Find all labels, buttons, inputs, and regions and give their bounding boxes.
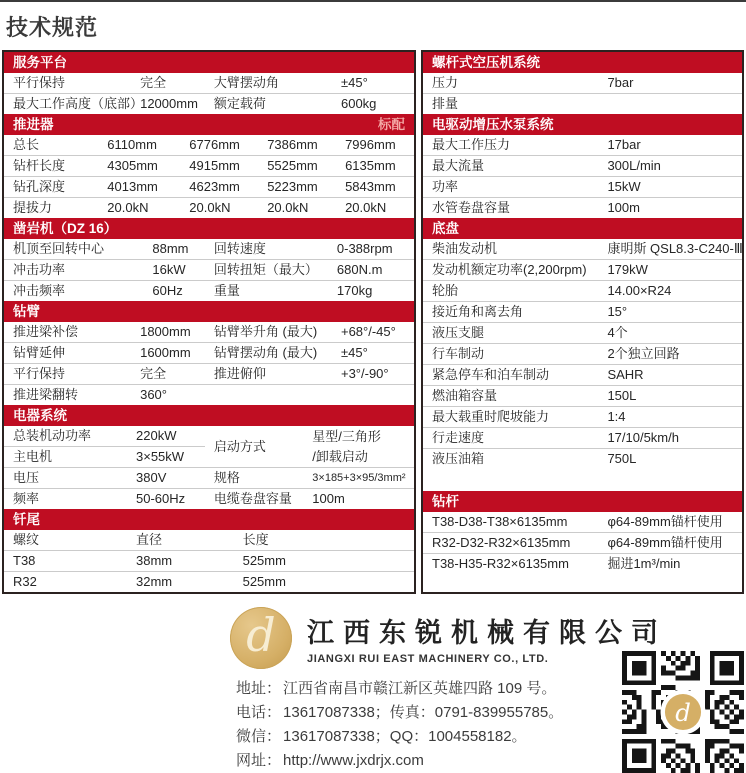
- cell: 启动方式: [213, 438, 266, 454]
- section-title: 钻杆: [432, 493, 459, 509]
- cell: 2个独立回路: [598, 344, 742, 365]
- cell: 最大载重时爬坡能力: [423, 407, 598, 428]
- cell: 5223mm: [258, 177, 336, 198]
- table-row: [423, 344, 742, 365]
- table-row: [4, 530, 414, 551]
- section-feed: [4, 114, 414, 218]
- cell: 长度: [242, 532, 269, 547]
- cell: 钻臂举升角 (最大): [213, 324, 318, 339]
- table-row: [4, 468, 414, 489]
- left-column: [2, 50, 416, 594]
- cell: 15°: [598, 302, 742, 323]
- contact-label: 电话：: [236, 704, 282, 721]
- right-column: [421, 50, 744, 594]
- cell: 直径: [136, 532, 163, 547]
- spacer: [423, 574, 742, 592]
- start-mode-line2: /卸载启动: [312, 448, 368, 464]
- contact-value: 13617087338；QQ：1004558182。: [283, 728, 527, 745]
- cell: [598, 94, 742, 115]
- table-row: [4, 343, 414, 364]
- cell: +3°/-90°: [332, 364, 414, 385]
- company-logo: [230, 607, 292, 669]
- table-row: [4, 551, 414, 572]
- table-row: [423, 323, 742, 344]
- section-chassis: [423, 218, 742, 469]
- table-row: [423, 94, 742, 115]
- cell: 钻杆长度: [4, 156, 98, 177]
- cell: 发动机额定功率(2,200rpm): [423, 260, 598, 281]
- company-name-cn: 江西东锐机械有限公司: [307, 618, 667, 648]
- table-row: [423, 449, 742, 470]
- cell: 100m: [303, 489, 414, 510]
- section-header: [423, 491, 742, 512]
- cell: 3×185+3×95/3mm²: [303, 468, 414, 489]
- cell: 平行保持: [13, 75, 66, 90]
- table-row: [423, 365, 742, 386]
- cell: 钻臂摆动角 (最大): [205, 343, 332, 364]
- table-row: [423, 302, 742, 323]
- cell: 冲击频率: [4, 281, 143, 302]
- cell: 5525mm: [258, 156, 336, 177]
- cell: 额定载荷: [205, 94, 332, 115]
- cell: 4623mm: [180, 177, 258, 198]
- table-row: [423, 532, 742, 553]
- cell: 360°: [131, 385, 205, 406]
- cell: 提拔力: [4, 198, 98, 219]
- cell: 回转扭矩（最大）: [205, 260, 328, 281]
- cell: T38-D38-T38×6135mm: [432, 513, 568, 529]
- section-title: 底盘: [432, 221, 459, 236]
- cell: 柴油发动机: [432, 241, 498, 256]
- cell: ±45°: [340, 75, 368, 90]
- cell: 推进俯仰: [205, 364, 332, 385]
- cell: 最大工作高度（底部）: [4, 94, 131, 115]
- cell: 6110mm: [107, 137, 157, 152]
- table-row: [423, 386, 742, 407]
- cell: 100m: [598, 198, 742, 219]
- contact-value: 江西省南昌市赣江新区英雄四路 109 号。: [283, 680, 557, 697]
- cell: 液压支腿: [423, 323, 598, 344]
- table-row: [423, 156, 742, 177]
- table-row: [4, 156, 414, 177]
- table-row: [423, 73, 742, 94]
- table-row: [423, 281, 742, 302]
- cell: 频率: [4, 489, 127, 510]
- section-header: [4, 218, 414, 239]
- section-header: [423, 218, 742, 239]
- cell: ±45°: [332, 343, 414, 364]
- cell: 规格: [205, 468, 303, 489]
- table-row: [423, 239, 742, 260]
- cell: 32mm: [127, 572, 234, 593]
- cell: 16kW: [143, 260, 205, 281]
- cell: 1800mm: [140, 324, 191, 339]
- cell: 行车制动: [423, 344, 598, 365]
- cell: 20.0kN: [336, 198, 414, 219]
- section-title: 电驱动增压水泵系统: [432, 117, 554, 132]
- cell: 20.0kN: [98, 198, 180, 219]
- table-row: [4, 94, 414, 115]
- contact-value: http://www.jxdrjx.com: [283, 752, 424, 769]
- table-row: [4, 73, 414, 94]
- section-electrical: [4, 405, 414, 509]
- section-water-pump: [423, 114, 742, 218]
- cell: 推进梁翻转: [4, 385, 131, 406]
- standard-config-badge: 标配: [378, 117, 405, 132]
- cell: 最大流量: [423, 156, 598, 177]
- table-row: [4, 198, 414, 219]
- cell: 179kW: [598, 260, 742, 281]
- cell: 17bar: [607, 137, 641, 152]
- cell: 接近角和离去角: [423, 302, 598, 323]
- table-row: [423, 512, 742, 533]
- cell: 15kW: [598, 177, 742, 198]
- cell: 钻臂延伸: [4, 343, 131, 364]
- cell: φ64-89mm锚杆使用: [607, 513, 723, 529]
- cell: 5843mm: [336, 177, 414, 198]
- cell: T38-H35-R32×6135mm: [423, 553, 598, 574]
- table-row: [423, 428, 742, 449]
- cell: 液压油箱: [423, 449, 598, 470]
- table-row: [4, 135, 414, 156]
- cell: 12000mm: [131, 94, 205, 115]
- logo-d-letter: d: [246, 608, 276, 662]
- cell: φ64-89mm锚杆使用: [598, 532, 742, 553]
- cell: 完全: [140, 75, 167, 90]
- cell: 750L: [598, 449, 742, 470]
- section-title: 钻臂: [13, 304, 40, 319]
- cell: 0-388rpm: [336, 241, 393, 256]
- cell: 4915mm: [180, 156, 258, 177]
- section-header: [423, 52, 742, 73]
- cell: 7996mm: [345, 137, 396, 152]
- section-header: [423, 114, 742, 135]
- cell: 300L/min: [598, 156, 742, 177]
- cell: 大臂摆动角: [213, 75, 279, 90]
- start-mode-line1: 星型/三角形: [312, 428, 381, 444]
- section-drill-rod: [423, 491, 742, 574]
- cell: 主电机: [4, 447, 127, 468]
- table-row: [4, 489, 414, 510]
- section-header: [4, 301, 414, 322]
- table-row: [4, 385, 414, 406]
- cell: [332, 385, 414, 406]
- section-shank: [4, 509, 414, 592]
- cell: 压力: [432, 75, 459, 90]
- cell: 总装机动功率: [13, 428, 92, 443]
- cell: 60Hz: [143, 281, 205, 302]
- cell: 电缆卷盘容量: [205, 489, 303, 510]
- contact-label: 地址：: [236, 680, 282, 697]
- cell: 380V: [127, 468, 205, 489]
- cell: 紧急停车和泊车制动: [423, 365, 598, 386]
- section-title: 推进器: [13, 117, 54, 132]
- contact-label: 网址：: [236, 752, 282, 769]
- table-row: [4, 322, 414, 343]
- cell: 20.0kN: [180, 198, 258, 219]
- section-header: [4, 114, 414, 135]
- table-row: [4, 281, 414, 302]
- cell: 推进梁补偿: [13, 324, 79, 339]
- cell: 88mm: [152, 241, 189, 256]
- table-row: [423, 135, 742, 156]
- cell: SAHR: [598, 365, 742, 386]
- svg-text:d: d: [675, 697, 691, 727]
- table-row: [4, 572, 414, 593]
- cell: 完全: [131, 364, 205, 385]
- cell: 4个: [598, 323, 742, 344]
- cell: 20.0kN: [258, 198, 336, 219]
- contact-label: 微信：: [236, 728, 282, 745]
- cell: 燃油箱容量: [423, 386, 598, 407]
- cell: 17/10/5km/h: [598, 428, 742, 449]
- cell: 重量: [205, 281, 328, 302]
- section-title: 服务平台: [13, 55, 67, 70]
- cell: 6135mm: [336, 156, 414, 177]
- top-rule: [0, 0, 746, 2]
- page-title: 技术规范: [6, 15, 99, 40]
- cell: 1600mm: [131, 343, 205, 364]
- footer: [0, 594, 746, 773]
- section-compressor: [423, 52, 742, 114]
- section-service-platform: [4, 52, 414, 114]
- cell: 50-60Hz: [127, 489, 205, 510]
- cell: 600kg: [332, 94, 414, 115]
- cell: 螺纹: [13, 532, 40, 547]
- cell: 掘进1m³/min: [598, 553, 742, 574]
- cell: 680N.m: [328, 260, 414, 281]
- cell: 3×55kW: [127, 447, 205, 468]
- table-row: [423, 198, 742, 219]
- cell: 4305mm: [98, 156, 180, 177]
- cell: T38: [4, 551, 127, 572]
- cell: [303, 426, 414, 468]
- section-header: [4, 52, 414, 73]
- cell: 康明斯 QSL8.3-C240-Ⅲ: [607, 241, 743, 256]
- company-name-en: JIANGXI RUI EAST MACHINERY CO., LTD.: [307, 653, 549, 665]
- section-boom: [4, 301, 414, 405]
- cell: 最大工作压力: [432, 137, 511, 152]
- cell: 机顶至回转中心: [13, 241, 105, 256]
- section-title: 凿岩机（DZ 16）: [13, 221, 118, 236]
- cell: R32: [4, 572, 127, 593]
- cell: 平行保持: [4, 364, 131, 385]
- cell: 150L: [598, 386, 742, 407]
- cell: 回转速度: [213, 241, 266, 256]
- cell: 7386mm: [267, 137, 318, 152]
- cell: 525mm: [234, 572, 414, 593]
- cell: 525mm: [234, 551, 414, 572]
- table-row: [4, 177, 414, 198]
- cell: 排量: [423, 94, 598, 115]
- section-rock-drill: [4, 218, 414, 301]
- table-row: [4, 364, 414, 385]
- cell: 电压: [4, 468, 127, 489]
- cell: 总长: [13, 137, 40, 152]
- cell: 轮胎: [423, 281, 598, 302]
- section-title: 螺杆式空压机系统: [432, 55, 540, 70]
- cell: 水管卷盘容量: [423, 198, 598, 219]
- cell: 行走速度: [423, 428, 598, 449]
- company-names: [307, 611, 667, 665]
- table-row: [423, 260, 742, 281]
- contact-value: 13617087338；传真：0791-839955785。: [283, 704, 564, 721]
- section-title: 钎尾: [13, 512, 40, 527]
- table-row: [4, 260, 414, 281]
- cell: 钻孔深度: [4, 177, 98, 198]
- cell: R32-D32-R32×6135mm: [423, 532, 598, 553]
- cell: 4013mm: [98, 177, 180, 198]
- cell: 功率: [423, 177, 598, 198]
- cell: +68°/-45°: [340, 324, 396, 339]
- table-row: [423, 553, 742, 574]
- cell: [205, 385, 332, 406]
- cell: 1:4: [598, 407, 742, 428]
- section-title: 电器系统: [13, 408, 67, 423]
- cell: 7bar: [607, 75, 634, 90]
- section-header: [4, 509, 414, 530]
- spacer: [423, 469, 742, 491]
- cell: 170kg: [328, 281, 414, 302]
- cell: 14.00×R24: [598, 281, 742, 302]
- cell: 冲击功率: [4, 260, 143, 281]
- cell: 38mm: [127, 551, 234, 572]
- table-row: [423, 177, 742, 198]
- table-row: [423, 407, 742, 428]
- spec-tables: [0, 50, 746, 594]
- section-header: [4, 405, 414, 426]
- qr-code: [622, 651, 744, 773]
- cell: 6776mm: [189, 137, 240, 152]
- cell: 220kW: [136, 428, 177, 443]
- table-row: [4, 426, 414, 447]
- table-row: [4, 239, 414, 260]
